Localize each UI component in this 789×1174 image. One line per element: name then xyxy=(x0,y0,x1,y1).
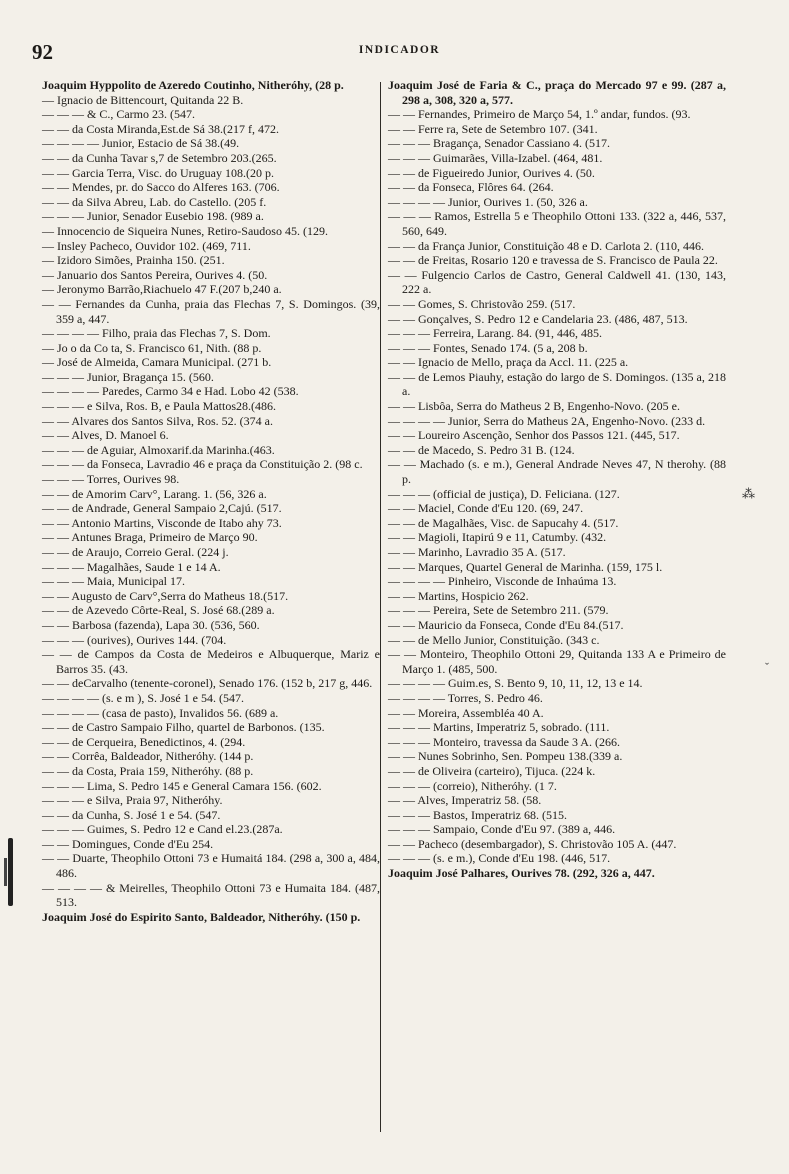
directory-entry: — — — Guimes, S. Pedro 12 e Cand el.23.(287a. xyxy=(42,822,283,837)
directory-entry: — Innocencio de Siqueira Nunes, Retiro-Saudoso 45. (129. xyxy=(42,223,328,238)
directory-entry: — — — & C., Carmo 23. (547. xyxy=(42,107,195,122)
directory-entry: — — de Mello Junior, Constituição. (343 c. xyxy=(388,632,600,647)
directory-entry: — — da Cunha, S. José 1 e 54. (547. xyxy=(42,807,221,822)
directory-entry: — — Fernandes da Cunha, praia das Flechas 7, S. Domingos. (39, 359 a, 447. xyxy=(42,296,380,326)
directory-entry: — — Marques, Quartel General de Marinha. (159, 175 l. xyxy=(388,559,663,574)
directory-entry: — Januario dos Santos Pereira, Ourives 4. (50. xyxy=(42,267,268,282)
directory-entry: — — Garcia Terra, Visc. do Uruguay 108.(20 p. xyxy=(42,165,274,180)
directory-entry: — — — Junior, Senador Eusebio 198. (989 a. xyxy=(42,209,264,224)
directory-entry: — — Pacheco (desembargador), S. Christovão 105 A. (447. xyxy=(388,836,677,851)
directory-entry: — — Alvares dos Santos Silva, Ros. 52. (374 a. xyxy=(42,413,273,428)
directory-entry: — — Monteiro, Theophilo Ottoni 29, Quitanda 133 A e Primeiro de Março 1. (485, 500. xyxy=(388,647,726,676)
directory-entry: — — de Freitas, Rosario 120 e travessa de S. Francisco de Paula 22. xyxy=(388,253,718,268)
directory-entry: — — de Castro Sampaio Filho, quartel de Barbonos. (135. xyxy=(42,720,325,735)
directory-entry: — — — — Paredes, Carmo 34 e Had. Lobo 42 (538. xyxy=(42,384,299,399)
directory-entry: — — — — Junior, Serra do Matheus 2A, Engenho-Novo. (233 d. xyxy=(388,413,706,428)
directory-entry: — — — — Pinheiro, Visconde de Inhaúma 13. xyxy=(388,574,617,589)
directory-entry: — — Alves, D. Manoel 6. xyxy=(42,428,169,443)
directory-entry: Joaquim José do Espirito Santo, Baldeador, Nitheróhy. (150 p. xyxy=(42,909,361,924)
directory-entry: — — — e Silva, Ros. B, e Paula Mattos28.(486. xyxy=(42,399,276,414)
directory-entry: — — Moreira, Assembléa 40 A. xyxy=(388,705,544,720)
directory-entry: — — — — Junior, Estacio de Sá 38.(49. xyxy=(42,136,240,151)
directory-entry: — — — Ramos, Estrella 5 e Theophilo Ottoni 133. (322 a, 446, 537, 560, 649. xyxy=(388,209,726,238)
directory-entry: — — Fulgencio Carlos de Castro, General Caldwell 41. (130, 143, 222 a. xyxy=(388,267,726,297)
directory-entry: — — Duarte, Theophilo Ottoni 73 e Humaitá 184. (298 a, 300 a, 484, 486. xyxy=(42,851,380,881)
column-divider xyxy=(380,82,381,1132)
directory-entry: — — — (s. e m.), Conde d'Eu 198. (446, 517. xyxy=(388,851,611,866)
directory-entry: — — Augusto de Carv°,Serra do Matheus 18.(517. xyxy=(42,588,289,603)
directory-entry: — — — e Silva, Praia 97, Nitheróhy. xyxy=(42,793,223,808)
directory-entry: — — — Lima, S. Pedro 145 e General Camara 156. (602. xyxy=(42,778,322,793)
directory-entry: — — — — (casa de pasto), Invalidos 56. (689 a. xyxy=(42,705,279,720)
directory-entry: — — de Cerqueira, Benedictinos, 4. (294. xyxy=(42,734,246,749)
directory-entry: — — Magioli, Itapirú 9 e 11, Catumby. (432. xyxy=(388,530,607,545)
directory-entry: — — Loureiro Ascenção, Senhor dos Passos 121. (445, 517. xyxy=(388,428,680,443)
directory-entry: — — de Azevedo Côrte-Real, S. José 68.(289 a. xyxy=(42,603,275,618)
running-head: INDICADOR xyxy=(358,44,441,56)
directory-entry: — — de Andrade, General Sampaio 2,Cajú. (517. xyxy=(42,501,282,516)
directory-entry: — — — — Filho, praia das Flechas 7, S. Dom. xyxy=(42,326,271,341)
directory-entry: — — Mauricio da Fonseca, Conde d'Eu 84.(517. xyxy=(388,617,624,632)
directory-entry: — Jo o da Co ta, S. Francisco 61, Nith. (88 p. xyxy=(42,340,262,355)
ink-bleed-mark xyxy=(4,858,7,886)
directory-entry: — — — (ourives), Ourives 144. (704. xyxy=(42,632,227,647)
directory-entry: — — Nunes Sobrinho, Sen. Pompeu 138.(339 a. xyxy=(388,749,623,764)
directory-entry: — — Marinho, Lavradio 35 A. (517. xyxy=(388,545,566,559)
directory-entry: — — — Pereira, Sete de Setembro 211. (579. xyxy=(388,603,609,618)
directory-entry: — — — Maia, Municipal 17. xyxy=(42,574,185,589)
directory-entry: — — Barbosa (fazenda), Lapa 30. (536, 560. xyxy=(42,617,260,632)
directory-entry: — — da Cunha Tavar s,7 de Setembro 203.(265. xyxy=(42,150,277,165)
directory-entry: — — de Oliveira (carteiro), Tijuca. (224 k. xyxy=(388,763,596,778)
directory-entry: — — de Macedo, S. Pedro 31 B. (124. xyxy=(388,442,575,457)
directory-entry: — — da Silva Abreu, Lab. do Castello. (205 f. xyxy=(42,194,267,209)
directory-entry: — — deCarvalho (tenente-coronel), Senado 176. (152 b, 217 g, 446. xyxy=(42,676,373,691)
directory-entry: — — de Magalhães, Visc. de Sapucahy 4. (517. xyxy=(388,515,619,530)
directory-entry: — — — Bragança, Senador Cassiano 4. (517. xyxy=(388,136,610,151)
directory-entry: — — da Fonseca, Flôres 64. (264. xyxy=(388,180,554,195)
directory-entry: — — Machado (s. e m.), General Andrade Neves 47, N therohy. (88 p. xyxy=(388,457,726,487)
directory-entry: Joaquim Hyppolito de Azeredo Coutinho, Nitheróhy, (28 p. xyxy=(42,78,344,92)
directory-entry: — — Ferre ra, Sete de Setembro 107. (341. xyxy=(388,121,598,136)
directory-entry: — — — Magalhães, Saude 1 e 14 A. xyxy=(42,559,221,574)
directory-entry: — — — (correio), Nitheróhy. (1 7. xyxy=(388,778,557,793)
page-header xyxy=(30,40,769,66)
directory-entry: — — Mendes, pr. do Sacco do Alferes 163. (706. xyxy=(42,180,280,195)
directory-entry: — — — Fontes, Senado 174. (5 a, 208 b. xyxy=(388,340,588,355)
directory-entry: — — de Araujo, Correio Geral. (224 j. xyxy=(42,545,229,559)
directory-entry: — Jeronymo Barrão,Riachuelo 47 F.(207 b,240 a. xyxy=(42,282,282,297)
directory-entry: — — — — (s. e m ), S. José 1 e 54. (547. xyxy=(42,690,244,705)
directory-entry: — Izidoro Simões, Prainha 150. (251. xyxy=(42,253,225,268)
directory-entry: — — da Costa Miranda,Est.de Sá 38.(217 f, 472. xyxy=(42,121,279,136)
directory-entry: — — Domingues, Conde d'Eu 254. xyxy=(42,836,214,851)
directory-entry: — — de Lemos Piauhy, estação do largo de S. Domingos. (135 a, 218 a. xyxy=(388,369,726,399)
directory-entry: — — — — & Meirelles, Theophilo Ottoni 73 e Humaita 184. (487, 513. xyxy=(42,880,380,910)
directory-entry: — — — Sampaio, Conde d'Eu 97. (389 a, 446. xyxy=(388,822,616,837)
directory-entry: — — Gomes, S. Christovão 259. (517. xyxy=(388,296,576,311)
directory-entry: — — Gonçalves, S. Pedro 12 e Candelaria 23. (486, 487, 513. xyxy=(388,311,688,326)
directory-entry: — — Lisbôa, Serra do Matheus 2 B, Engenho-Novo. (205 e. xyxy=(388,399,680,414)
directory-entry: — Ignacio de Bittencourt, Quitanda 22 B. xyxy=(42,92,244,107)
directory-entry: — — Antunes Braga, Primeiro de Março 90. xyxy=(42,530,258,545)
directory-entry: — — — da Fonseca, Lavradio 46 e praça da Constituição 2. (98 c. xyxy=(42,457,363,472)
directory-entry: — — — — Junior, Ourives 1. (50, 326 a. xyxy=(388,194,588,209)
directory-entry: — — — Ferreira, Larang. 84. (91, 446, 485. xyxy=(388,326,602,341)
directory-entry: — — — Martins, Imperatriz 5, sobrado. (111. xyxy=(388,720,610,735)
directory-entry: — — de Figueiredo Junior, Ourives 4. (50. xyxy=(388,165,595,180)
directory-entry: — — Antonio Martins, Visconde de Itabo ahy 73. xyxy=(42,515,282,530)
directory-entry: — — de Campos da Costa de Medeiros e Albuquerque, Mariz e Barros 35. (43. xyxy=(42,647,380,676)
directory-entry: — José de Almeida, Camara Municipal. (271 b. xyxy=(42,355,272,370)
directory-entry: — — — Monteiro, travessa da Saude 3 A. (266. xyxy=(388,734,620,749)
directory-entry: — — da França Junior, Constituição 48 e D. Carlota 2. (110, 446. xyxy=(388,238,705,253)
directory-entry: — — — Junior, Bragança 15. (560. xyxy=(42,369,214,384)
directory-entry: — — — (official de justiça), D. Feliciana. (127. xyxy=(388,486,620,501)
directory-entry: — — — — Torres, S. Pedro 46. xyxy=(388,690,543,705)
directory-entry: — — da Costa, Praia 159, Nitheróhy. (88 p. xyxy=(42,763,254,778)
directory-entry: — — — Bastos, Imperatriz 68. (515. xyxy=(388,807,567,822)
directory-entry: — — Maciel, Conde d'Eu 120. (69, 247. xyxy=(388,501,584,516)
directory-entry: — — Alves, Imperatriz 58. (58. xyxy=(388,793,542,808)
directory-entry: — — Fernandes, Primeiro de Março 54, 1.º andar, fundos. (93. xyxy=(388,107,691,122)
directory-entry: Joaquim José de Faria & C., praça do Mercado 97 e 99. (287 a, 298 a, 308, 320 a, 577. xyxy=(388,78,726,107)
directory-entry: — — — — Guim.es, S. Bento 9, 10, 11, 12, 13 e 14. xyxy=(388,676,643,691)
directory-entry: — — — Torres, Ourives 98. xyxy=(42,472,180,487)
ink-bleed-mark xyxy=(8,838,13,906)
stray-mark: ⁂ xyxy=(742,486,755,501)
directory-entry: — — Martins, Hospicio 262. xyxy=(388,588,529,603)
directory-entry: — Insley Pacheco, Ouvidor 102. (469, 711. xyxy=(42,238,251,253)
stray-mark: ˇ xyxy=(765,660,769,674)
directory-entry: — — Corrêa, Baldeador, Nitheróhy. (144 p. xyxy=(42,749,254,764)
directory-entry: — — — Guimarães, Villa-Izabel. (464, 481. xyxy=(388,150,603,165)
directory-entry: — — de Amorim Carv°, Larang. 1. (56, 326 a. xyxy=(42,486,267,501)
directory-entry: — — Ignacio de Mello, praça da Accl. 11. (225 a. xyxy=(388,355,629,370)
directory-entry: Joaquim José Palhares, Ourives 78. (292, 326 a, 447. xyxy=(388,866,655,881)
directory-entry: — — — de Aguiar, Almoxarif.da Marinha.(463. xyxy=(42,442,275,457)
left-column xyxy=(42,78,380,924)
page-number: 92 xyxy=(32,40,53,64)
right-column xyxy=(388,78,726,881)
